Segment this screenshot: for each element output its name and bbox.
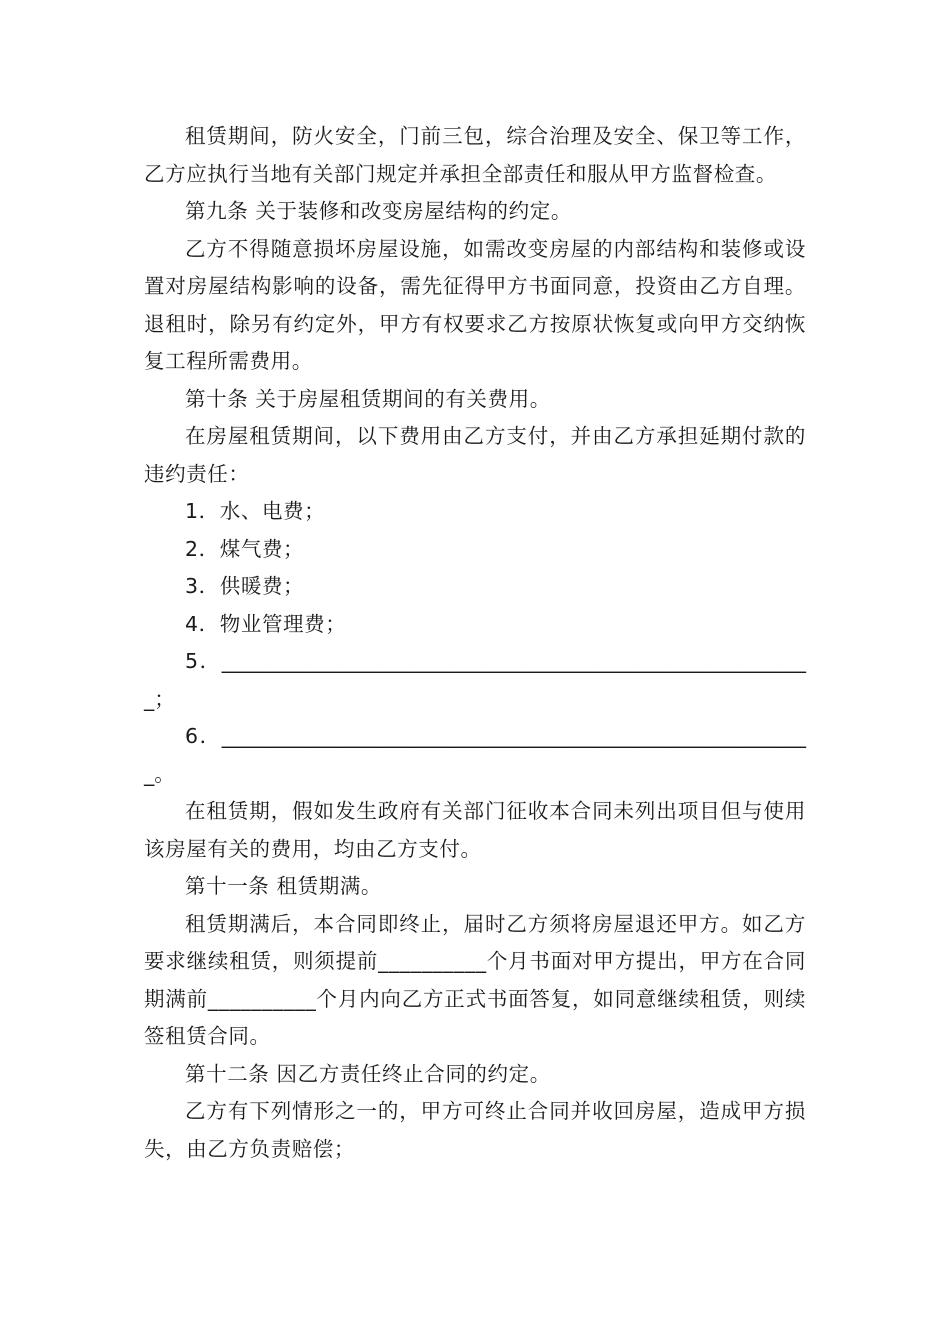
paragraph-government-fees: 在租赁期，假如发生政府有关部门征收本合同未列出项目但与使用该房屋有关的费用，均由乙方支付。 [144, 799, 806, 861]
fee-item-4: 4．物业管理费； [185, 611, 347, 636]
article-12-heading: 第十二条 因乙方责任终止合同的约定。 [185, 1061, 551, 1086]
article-11-heading: 第十一条 租赁期满。 [185, 874, 383, 898]
fee-item-5-blank: 5．__________________________________________________________； [144, 649, 806, 711]
document-body [144, 118, 806, 1168]
fee-item-1: 1．水、电费； [185, 499, 326, 523]
fee-item-2: 2．煤气费； [185, 536, 305, 561]
fee-item-6-blank: 6．__________________________________________________________。 [144, 724, 806, 786]
paragraph-renovation: 乙方不得随意损坏房屋设施，如需改变房屋的内部结构和装修或设置对房屋结构影响的设备，需先征得甲方书面同意，投资由乙方自理。退租时，除另有约定外，甲方有权要求乙方按原状恢复或向甲方交纳恢复工程所需费用。 [144, 236, 806, 373]
article-9-heading: 第九条 关于装修和改变房屋结构的约定。 [185, 199, 572, 223]
fee-item-3: 3．供暖费； [185, 574, 305, 598]
paragraph-termination: 乙方有下列情形之一的，甲方可终止合同并收回房屋，造成甲方损失，由乙方负责赔偿； [144, 1099, 806, 1161]
paragraph-lease-expiry: 租赁期满后，本合同即终止，届时乙方须将房屋退还甲方。如乙方要求继续租赁，则须提前__________个月书面对甲方提出，甲方在合同期满前__________个月内向乙方正式书面答复，如同意继续租赁，则续签租赁合同。 [144, 911, 806, 1048]
article-10-heading: 第十条 关于房屋租赁期间的有关费用。 [185, 386, 551, 411]
paragraph-fees-intro: 在房屋租赁期间，以下费用由乙方支付，并由乙方承担延期付款的违约责任： [144, 424, 806, 486]
paragraph-fire-safety: 租赁期间，防火安全，门前三包，综合治理及安全、保卫等工作，乙方应执行当地有关部门规定并承担全部责任和服从甲方监督检查。 [144, 124, 806, 186]
